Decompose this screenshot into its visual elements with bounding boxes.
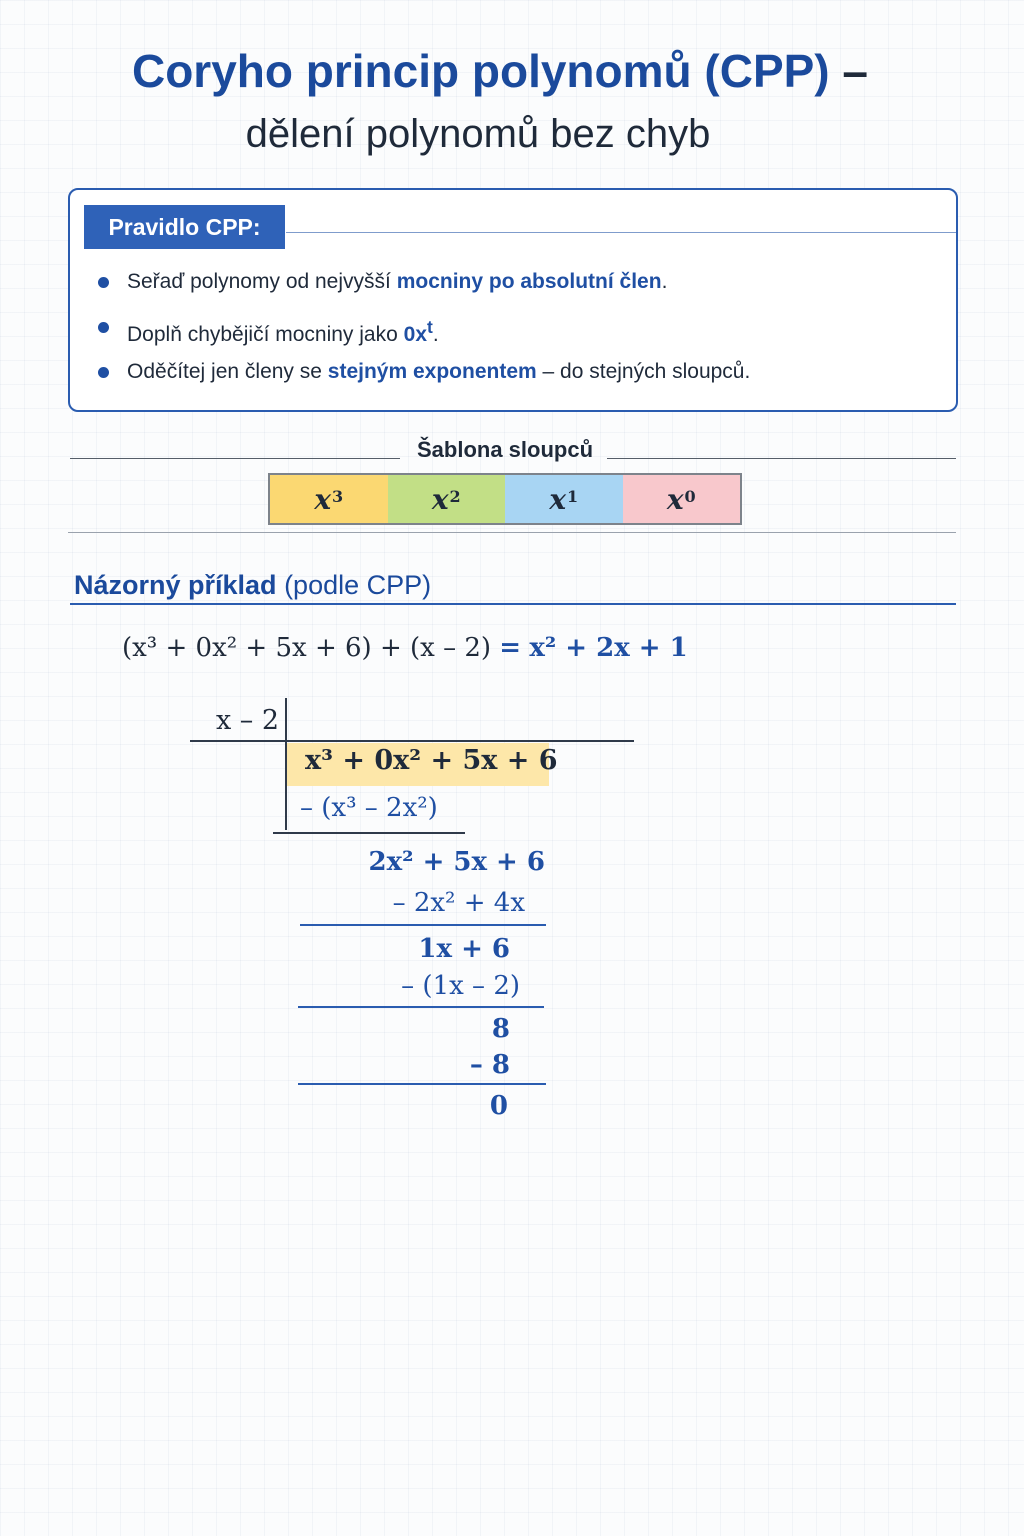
bullet-dot-icon [98, 277, 109, 288]
division-line-2 [300, 924, 546, 926]
rule-header: Pravidlo CPP: [84, 205, 285, 249]
column-x1: x $^1$ [505, 475, 623, 523]
remainder-3: 8 [491, 1014, 510, 1044]
equation-left: (x³ + 0x² + 5x + 6) + (x – 2) [122, 633, 492, 663]
template-divider-left [70, 458, 400, 459]
template-bottom-divider [68, 532, 956, 533]
rule-item [96, 356, 936, 401]
rule-highlight: stejným exponentem [327, 360, 537, 383]
subtraction-3: – (1x – 2) [401, 971, 520, 1001]
division-line-3 [298, 1006, 544, 1008]
page-title [0, 44, 1000, 98]
title-main-text: Coryho princip polynomů (CPP) [131, 45, 830, 97]
rule-text-end: . [432, 323, 439, 346]
division-top-line [190, 740, 634, 742]
rule-highlight-sup: t [427, 317, 433, 337]
bullet-dot-icon [98, 322, 109, 333]
rule-highlight: 0x [403, 323, 427, 346]
bullet-dot-icon [98, 367, 109, 378]
subtraction-1: – (x³ – 2x²) [300, 793, 438, 823]
column-template [268, 473, 742, 525]
subtraction-2: – 2x² + 4x [392, 888, 525, 918]
remainder-1: 2x² + 5x + 6 [368, 847, 545, 877]
equation-equals: = [499, 633, 522, 663]
example-rule [70, 603, 956, 605]
column-x3: x $^3$ [270, 475, 388, 523]
final-remainder: 0 [489, 1091, 508, 1121]
title-dash: – [842, 45, 869, 97]
subtraction-4: – 8 [469, 1050, 510, 1080]
example-heading [74, 570, 431, 601]
page-subtitle: dělení polynomů bez chyb [245, 112, 711, 156]
division-line-4 [298, 1083, 546, 1085]
rule-header-line [286, 232, 956, 233]
rule-text-end: – do stejných sloupců. [536, 360, 751, 383]
column-x0: x $^0$ [623, 475, 741, 523]
example-equation [122, 633, 688, 663]
rule-highlight: mocniny po absolutní člen [396, 270, 662, 293]
division-line-1 [273, 832, 465, 834]
rule-text: Doplň chybějičí mocniny jako [127, 323, 404, 346]
equation-result: x² + 2x + 1 [529, 633, 688, 663]
remainder-2: 1x + 6 [418, 934, 510, 964]
template-label: Šablona sloupců [416, 437, 594, 462]
rule-item [96, 311, 936, 356]
rule-text: Seřaď polynomy od nejvyšší [127, 270, 397, 293]
example-heading-rest: (podle CPP) [276, 570, 432, 600]
rule-item [96, 266, 936, 311]
rule-text-end: . [661, 270, 668, 293]
template-divider-right [607, 458, 956, 459]
column-x2: x $^2$ [388, 475, 506, 523]
example-heading-bold: Názorný příklad [74, 570, 277, 600]
rule-list [96, 266, 936, 401]
divisor: x – 2 [216, 705, 280, 736]
dividend: x³ + 0x² + 5x + 6 [305, 745, 558, 776]
rule-text: Oděčítej jen členy se [127, 360, 328, 383]
